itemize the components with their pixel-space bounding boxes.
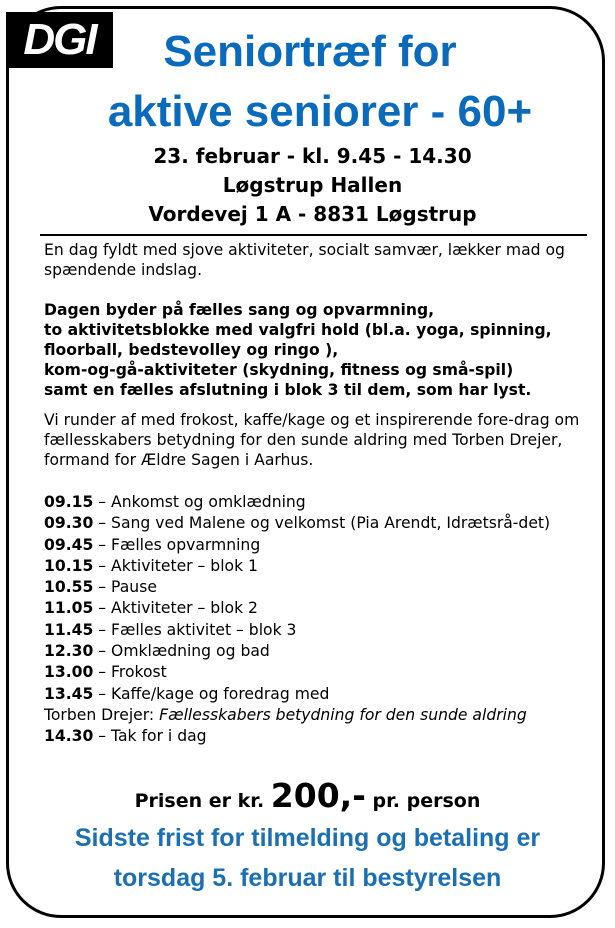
intro-paragraph [44, 240, 589, 280]
schedule-time: 11.05 [44, 599, 94, 618]
schedule-time: 14.30 [44, 727, 94, 746]
closing-text: Vi runder af med frokost, kaffe/kage og et inspirerende fore-drag om fællesskabers betydning for den sunde aldring med Torben Drejer, formand for Ældre Sagen i Aarhus. [44, 411, 580, 469]
schedule-row [44, 556, 589, 577]
price-prefix: Prisen er kr. [134, 790, 271, 812]
schedule-time: 09.30 [44, 514, 94, 533]
schedule-time: 13.45 [44, 684, 94, 703]
highlight-line: Dagen byder på fælles sang og opvarmning, [44, 301, 435, 319]
schedule-row [44, 620, 589, 641]
schedule-row [44, 513, 589, 534]
event-address: Vordevej 1 A - 8831 Løgstrup [148, 202, 477, 226]
divider [40, 234, 587, 236]
price-suffix: pr. person [365, 790, 481, 812]
intro-text: En dag fyldt med sjove aktiviteter, socialt samvær, lækker mad og spændende indslag. [44, 241, 565, 279]
talk-title: Fællesskabers betydning for den sunde aldring [159, 705, 527, 724]
schedule-time: 09.45 [44, 535, 94, 554]
schedule-text: – Fælles aktivitet – blok 3 [98, 620, 297, 639]
highlight-line: floorball, bedstevolley og ringo ), [44, 341, 339, 359]
schedule-text: – Sang ved Malene og velkomst (Pia Arendt, Idrætsrå-det) [98, 514, 551, 533]
highlight-line: to aktivitetsblokke med valgfri hold (bl.a. yoga, spinning, [44, 321, 552, 339]
schedule-text: – Aktiviteter – blok 2 [98, 599, 258, 618]
schedule-text: – Fælles opvarmning [98, 535, 261, 554]
schedule-row [44, 598, 589, 619]
schedule-list [44, 492, 589, 748]
schedule-text: – Tak for i dag [98, 727, 207, 746]
schedule-row [44, 641, 589, 662]
price-amount: 200,- [270, 776, 366, 815]
schedule-time: 09.15 [44, 493, 94, 511]
schedule-row [44, 662, 589, 683]
event-venue: Løgstrup Hallen [222, 173, 403, 197]
schedule-row [44, 577, 589, 598]
schedule-text: – Pause [98, 578, 157, 597]
schedule-row [44, 684, 589, 705]
schedule-row [44, 726, 589, 747]
speaker-prefix: Torben Drejer: [44, 705, 160, 724]
schedule-text: – Kaffe/kage og foredrag med [98, 684, 330, 703]
highlight-line: samt en fælles afslutning i blok 3 til dem, som har lyst. [44, 381, 532, 399]
schedule-time: 11.45 [44, 620, 94, 639]
schedule-time: 10.15 [44, 556, 94, 575]
deadline-line-2: torsdag 5. februar til bestyrelsen [113, 864, 502, 892]
price-line [0, 776, 615, 815]
closing-paragraph [44, 410, 589, 470]
schedule-time: 12.30 [44, 642, 94, 661]
schedule-row [44, 492, 589, 513]
schedule-time: 10.55 [44, 578, 94, 597]
title-line-1: Seniortræf for [163, 27, 457, 76]
event-date-time: 23. februar - kl. 9.45 - 14.30 [153, 144, 472, 168]
deadline-line-1: Sidste frist for tilmelding og betaling er [74, 824, 541, 852]
schedule-text: – Ankomst og omklædning [98, 493, 306, 511]
schedule-time: 13.00 [44, 663, 94, 682]
schedule-text: – Aktiviteter – blok 1 [98, 556, 258, 575]
title-line-2: aktive seniorer - 60+ [107, 87, 533, 136]
highlights-paragraph [44, 300, 589, 400]
schedule-row [44, 535, 589, 556]
dgi-logo: DGI [6, 12, 113, 68]
schedule-text: – Omklædning og bad [98, 642, 270, 661]
speaker-line [44, 705, 589, 726]
highlight-line: kom-og-gå-aktiviteter (skydning, fitness og små-spil) [44, 361, 514, 379]
schedule-text: – Frokost [98, 663, 167, 682]
